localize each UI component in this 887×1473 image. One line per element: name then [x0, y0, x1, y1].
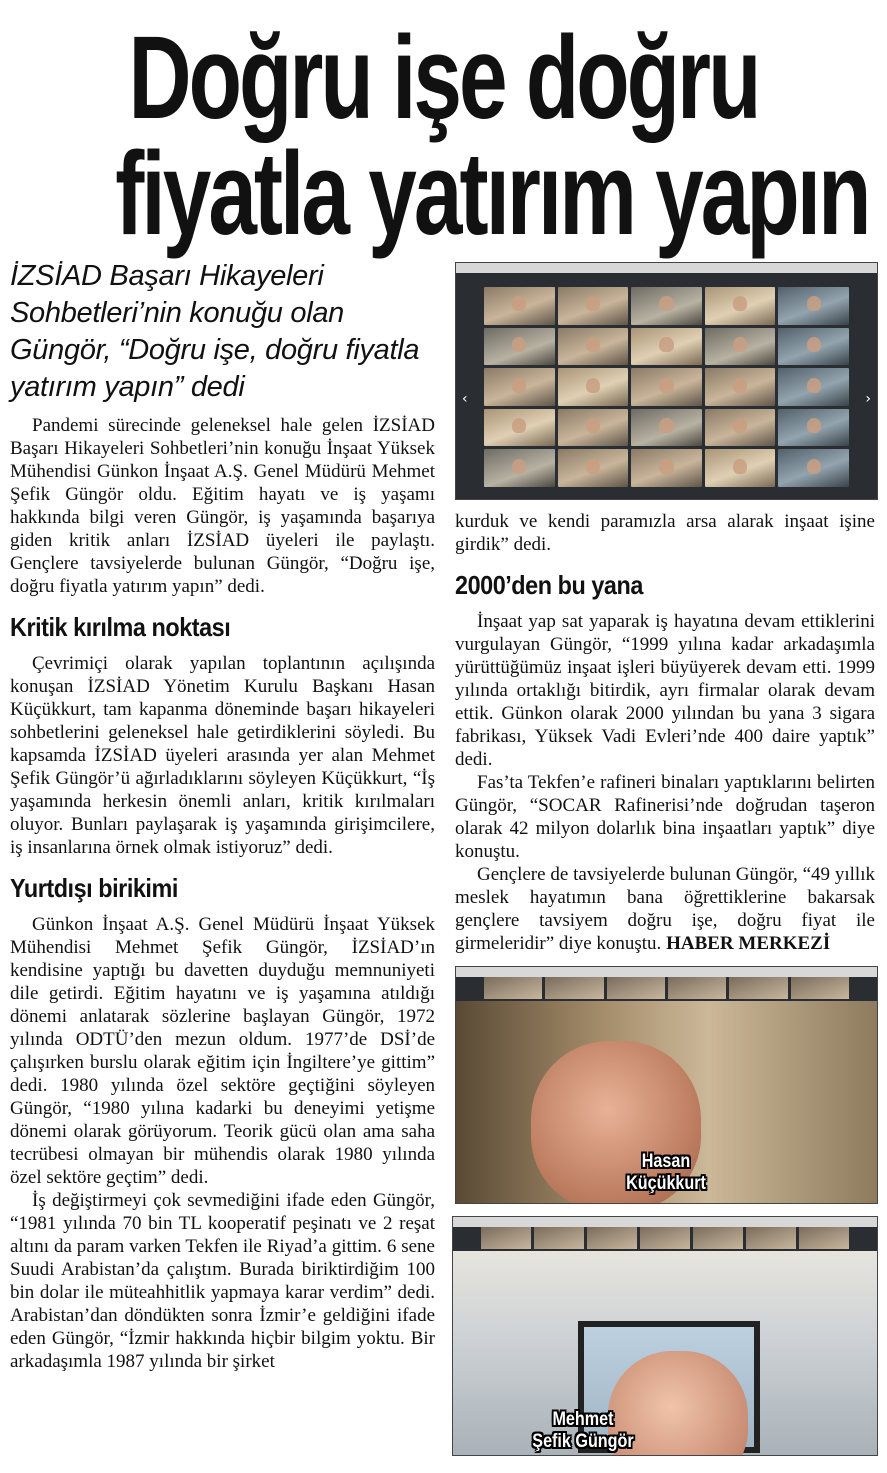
headline-line-2: fiyatla yatırım yapın	[115, 128, 869, 260]
subheading-2000: 2000’den bu yana	[455, 570, 643, 600]
thumbnail-strip	[484, 977, 849, 999]
photo-caption-kucukkurt: Hasan Küçükkurt	[626, 1151, 706, 1194]
section1-body	[10, 652, 435, 859]
right-column	[455, 510, 875, 955]
chevron-right-icon: ›	[865, 391, 871, 407]
intro-body	[10, 414, 435, 598]
continuation-body	[455, 510, 875, 556]
right-paragraph-2: Fas’ta Tekfen’e rafineri binaları yaptıklarını belirten Güngör, “SOCAR Rafinerisi’nde doğrudan taşeron olarak 42 milyon dolarlık bina inşaatları yaptık” diye konuştu.	[455, 772, 875, 862]
section2-paragraph-1: Günkon İnşaat A.Ş. Genel Müdürü İnşaat Yüksek Mühendisi Mehmet Şefik Güngör, İZSİAD’ın kendisine yaptığı bu davetten duyduğu memnuniyeti dile getirdi. Eğitim hayatını ve iş yaşamına atıldığı dönemi anlatarak sözlerine başlayan Güngör, 1972 yılında ODTÜ’den mezun oldum. 1977’de DSİ’de çalışırken burslu olarak eğitim için İngiltere’ye gittim” dedi. 1980 yılında özel sektöre geçtiğini söyleyen Güngör, “1980 yılına kadarki bu deneyimi yetişme dönemi olarak görüyorum. Teorik gücü olan ama saha tecrübesi olmayan bir mühendis olarak 1980 yılında özel sektöre geçtim” dedi.	[10, 914, 435, 1188]
headline-line-1: Doğru işe doğru	[128, 12, 759, 144]
section1-paragraph: Çevrimiçi olarak yapılan toplantının açılışında konuşan İZSİAD Yönetim Kurulu Başkanı Hasan Küçükkurt, tam kapanma döneminde başarı hikayeleri sohbetlerini geleneksel hale getirdiklerini söyledi. Bu kapsamda İZSİAD üyeleri arasında yer alan Mehmet Şefik Güngör’ü ağırladıklarını söyleyen Küçükkurt, “İş yaşamında herkesin önemli anları, kritik kırılmaları oluyor. Bunları paylaşarak iş yaşamında girişimcilere, iş insanlarına örnek olmak istiyoruz” dedi.	[10, 653, 435, 858]
chevron-left-icon: ‹	[462, 391, 468, 407]
thumbnail-strip	[481, 1227, 849, 1249]
deck: İZSİAD Başarı Hikayeleri Sohbetleri’nin konuğu olan Güngör, “Doğru işe, doğru fiyatla yatırım yapın” dedi	[10, 260, 420, 403]
left-column	[10, 258, 435, 1373]
conference-toolbar	[456, 967, 877, 977]
right-paragraph-3: Gençlere de tavsiyelerde bulunan Güngör, “49 yıllık meslek hayatımın bana öğrettiklerine bakarsak gençlere tavsiyem doğru işe, doğru fiyat ile girmeleridir” diye konuştu. HABER MERKEZİ	[455, 864, 875, 954]
subheading-kritik: Kritik kırılma noktası	[10, 612, 231, 642]
conference-toolbar	[453, 1217, 877, 1227]
headline	[115, 12, 869, 260]
right-paragraph-1: İnşaat yap sat yaparak iş hayatına devam ettiklerini vurgulayan Güngör, “1999 yılına kadar arkadaşımla yürüttüğümüz inşaat işleri büyüyerek devam etti. 1999 yılında ortaklığı bitirdik, ayrı firmalar olarak devam ettik. Günkon olarak 2000 yılından bu yana 3 sigara fabrikası, Yüksek Vadi Evleri’nde 400 daire yaptık” dedi.	[455, 611, 875, 770]
continuation-paragraph: kurduk ve kendi paramızla arsa alarak inşaat işine girdik” dedi.	[455, 511, 875, 555]
kucukkurt-video-photo	[455, 966, 878, 1204]
section2-body	[10, 913, 435, 1373]
section2-paragraph-2: İş değiştirmeyi çok sevmediğini ifade eden Güngör, “1981 yılında 70 bin TL kooperatif peşinatı ve 2 reşat altını da param varken Tekfen ile Riyad’a gittim. 6 sene Suudi Arabistan’da çalıştım. Burada biriktirdiğim 100 bin dolar ile müteahhitlik yapmaya karar verdim” dedi. Arabistan’dan döndükten sonra İzmir’e geldiğini ifade eden Güngör, “İzmir hakkında hiçbir bilgim yoktu. Bir arkadaşımla 1987 yılında bir şirket	[10, 1190, 435, 1372]
intro-paragraph: Pandemi sürecinde geleneksel hale gelen İZSİAD Başarı Hikayeleri Sohbetleri’nin konuğu İnşaat Yüksek Mühendisi Günkon İnşaat A.Ş. Genel Müdürü Mehmet Şefik Güngör oldu. Eğitim hayatı ve iş yaşamı hakkında bilgi veren Güngör, iş yaşamında başarıya giden kritik anları İZSİAD üyeleri ile paylaştı. Gençlere tavsiyelerde bulunan Güngör, “Doğru işe, doğru fiyatla yatırım yapın” dedi.	[10, 415, 435, 597]
video-conference-gallery-photo	[455, 262, 878, 500]
video-scene	[453, 1251, 877, 1455]
right-body	[455, 610, 875, 955]
byline: HABER MERKEZİ	[666, 933, 831, 954]
conference-toolbar	[456, 263, 877, 273]
gungor-video-photo	[452, 1216, 878, 1456]
participant-grid	[484, 287, 849, 487]
photo-caption-gungor: Mehmet Şefik Güngör	[532, 1409, 634, 1452]
subheading-yurtdisi: Yurtdışı birikimi	[10, 873, 178, 903]
